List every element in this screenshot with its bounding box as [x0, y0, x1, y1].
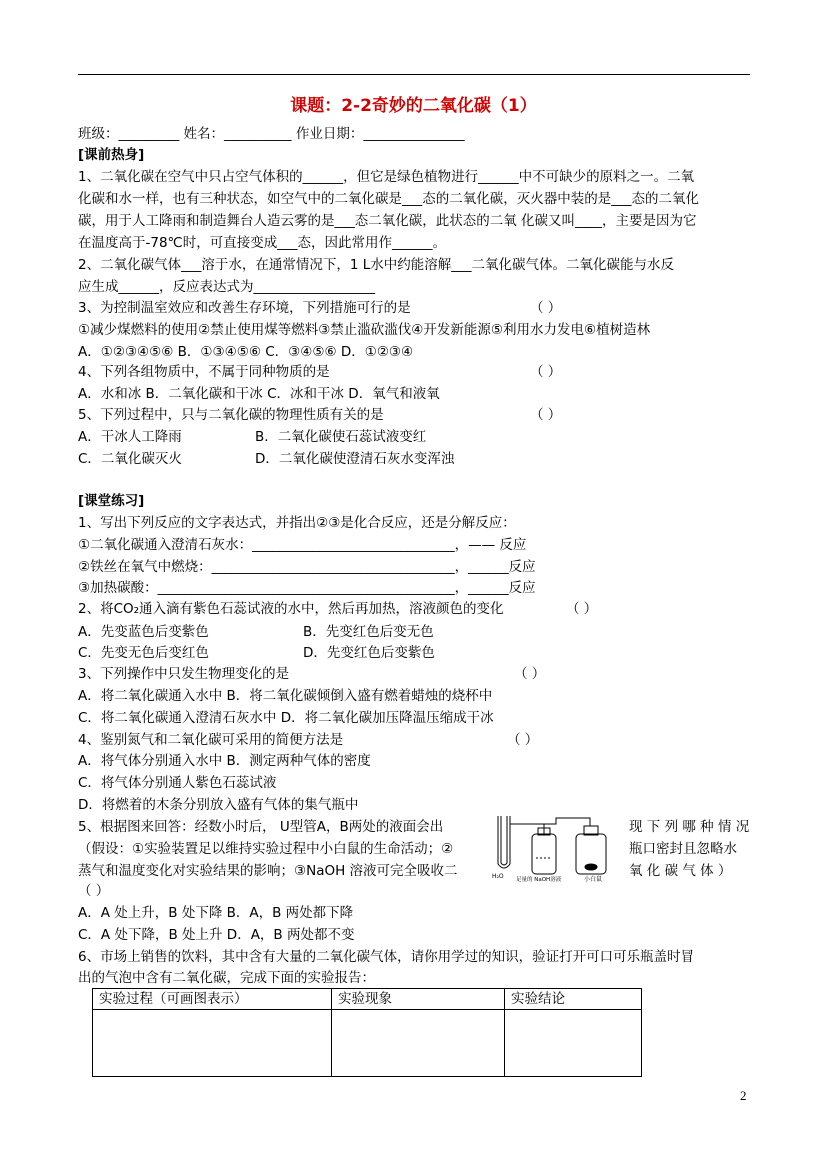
q4-options: A．水和冰 B．二氧化碳和干冰 C．冰和干冰 D．氧气和液氧 — [78, 386, 440, 402]
c4-option-d: D．将燃着的木条分别放入盛有气体的集气瓶中 — [78, 797, 359, 813]
c6-line-2: 出的气泡中含有二氧化碳，完成下面的实验报告： — [78, 970, 375, 986]
c2-option-d: D．先变红色后变紫色 — [303, 645, 435, 661]
c5-line-3: 蒸气和温度变化对实验结果的影响；③NaOH 溶液可完全吸收二 — [78, 863, 458, 879]
q3-answer-paren: （ ） — [530, 300, 562, 316]
c3-stem: 3、下列操作中只发生物理变化的是 — [78, 666, 290, 682]
c5-line-1-right: 现 下 列 哪 种 情 况 — [629, 819, 750, 835]
page-number: 2 — [740, 1088, 747, 1103]
q2-line-1: 2、二氧化碳气体___溶于水，在通常情况下，1 L水中约能溶解___二氧化碳气体。二氧化碳能与水反 — [78, 257, 674, 273]
c5-line-2: （假设：①实验装置足以维持实验过程中小白鼠的生命活动；② — [78, 841, 454, 857]
c2-answer-paren: （ ） — [566, 601, 598, 617]
connector-tube-left — [510, 824, 544, 834]
c5-line-3-right: 氧 化 碳 气 体 ） — [629, 863, 732, 879]
c3-options-ab: A．将二氧化碳通入水中 B．将二氧化碳倾倒入盛有燃着蜡烛的烧杯中 — [78, 688, 493, 704]
c4-option-c: C．将气体分别通人紫色石蕊试液 — [78, 775, 277, 791]
report-cell-observation[interactable] — [332, 1010, 505, 1077]
experiment-report-table — [92, 988, 642, 1077]
c5-options-cd: C．A 处下降，B 处上升 D．A，B 两处都不变 — [78, 927, 355, 943]
q5-option-b: B．二氧化碳使石蕊试液变红 — [255, 429, 427, 445]
c2-stem: 2、将CO₂通入滴有紫色石蕊试液的水中，然后再加热，溶液颜色的变化 — [78, 601, 504, 617]
c5-answer-paren: （ ） — [78, 883, 110, 899]
header-fields: 班级：_________ 姓名：__________ 作业日期：_______________ — [78, 126, 465, 142]
naoh-bottle — [532, 834, 556, 874]
report-header-conclusion: 实验结论 — [505, 989, 642, 1010]
report-cell-conclusion[interactable] — [505, 1010, 642, 1077]
c6-line-1: 6、市场上销售的饮料，其中含有大量的二氧化碳气体，请你用学过的知识，验证打开可口可乐瓶盖时冒 — [78, 949, 695, 965]
q3-items: ①减少煤燃料的使用②禁止使用煤等燃料③禁止滥砍滥伐④开发新能源⑤利用水力发电⑥植树造林 — [78, 322, 651, 338]
q5-stem: 5、下列过程中，只与二氧化碳的物理性质有关的是 — [78, 407, 384, 423]
q5-option-c: C．二氧化碳灭火 — [78, 451, 182, 467]
q5-option-d: D．二氧化碳使澄清石灰水变浑浊 — [255, 451, 455, 467]
u-tube-apparatus-figure — [492, 812, 622, 882]
q2-line-2: 应生成______，反应表达式为__________________ — [78, 279, 375, 295]
page-title: 课题：2-2奇妙的二氧化碳（1） — [290, 96, 537, 116]
section-warmup-heading: [课前热身] — [78, 147, 145, 163]
c2-option-c: C．先变无色后变红色 — [78, 645, 209, 661]
q3-stem: 3、为控制温室效应和改善生存环境，下列措施可行的是 — [78, 300, 411, 316]
c4-answer-paren: （ ） — [507, 732, 539, 748]
q1-line-4: 在温度高于-78℃时，可直接变成___态，因此常用作______。 — [78, 235, 446, 251]
u-tube-outer — [498, 816, 510, 868]
q4-answer-paren: （ ） — [530, 364, 562, 380]
c5-line-1: 5、根据图来回答：经数小时后， U型管A，B两处的液面会出 — [78, 819, 444, 835]
c5-line-2-right: 瓶口密封且忽略水 — [629, 841, 737, 857]
report-header-process: 实验过程（可画图表示） — [93, 989, 332, 1010]
q3-options: A．①②③④⑤⑥ B．①③④⑤⑥ C．③④⑤⑥ D．①②③④ — [78, 344, 414, 360]
report-cell-process[interactable] — [93, 1010, 332, 1077]
connector-tube-top — [544, 818, 590, 826]
u-tube-inner — [501, 816, 507, 865]
q1-line-2: 化碳和水一样，也有三种状态，如空气中的二氧化碳是___态的二氧化碳，灭火器中装的是___态的二氧化 — [78, 191, 699, 207]
naoh-label: 足量的 NaOH溶液 — [516, 877, 562, 882]
c2-option-a: A．先变蓝色后变紫色 — [78, 624, 209, 640]
mouse-shape — [585, 864, 597, 870]
q5-answer-paren: （ ） — [530, 407, 562, 423]
c1-reaction-2: ②铁丝在氧气中燃烧：____________________________________，______反应 — [78, 559, 536, 575]
c5-options-ab: A．A 处上升，B 处下降 B．A，B 两处都下降 — [78, 905, 354, 921]
water-label: H₂O — [492, 873, 504, 880]
c3-options-cd: C．将二氧化碳通入澄清石灰水中 D．将二氧化碳加压降温压缩成干冰 — [78, 710, 494, 726]
c2-option-b: B．先变红色后变无色 — [303, 624, 434, 640]
report-header-observation: 实验现象 — [332, 989, 505, 1010]
c4-options-ab: A．将气体分别通入水中 B．测定两种气体的密度 — [78, 753, 371, 769]
apparatus-diagram — [492, 812, 622, 882]
c3-answer-paren: （ ） — [514, 666, 546, 682]
q4-stem: 4、下列各组物质中，不属于同种物质的是 — [78, 364, 330, 380]
q1-line-1: 1、二氧化碳在空气中只占空气体积的______，但它是绿色植物进行______中不可缺少的原料之一。二氧 — [78, 169, 695, 185]
section-practice-heading: [课堂练习] — [78, 493, 145, 509]
c1-reaction-1: ①二氧化碳通入澄清石灰水：______________________________，—— 反应 — [78, 537, 527, 553]
mouse-label: 小白鼠 — [584, 876, 603, 882]
top-rule — [78, 74, 750, 75]
q1-line-3: 碳，用于人工降雨和制造舞台人造云雾的是___态二氧化碳，此状态的二氧 化碳又叫____，主要是因为它 — [78, 213, 697, 229]
q5-option-a: A．干冰人工降雨 — [78, 429, 182, 445]
c1-reaction-3: ③加热碳酸：____________________________________________，______反应 — [78, 580, 536, 596]
c1-stem: 1、写出下列反应的文字表达式，并指出②③是化合反应，还是分解反应： — [78, 515, 516, 531]
c4-stem: 4、鉴别氮气和二氧化碳可采用的简便方法是 — [78, 732, 344, 748]
